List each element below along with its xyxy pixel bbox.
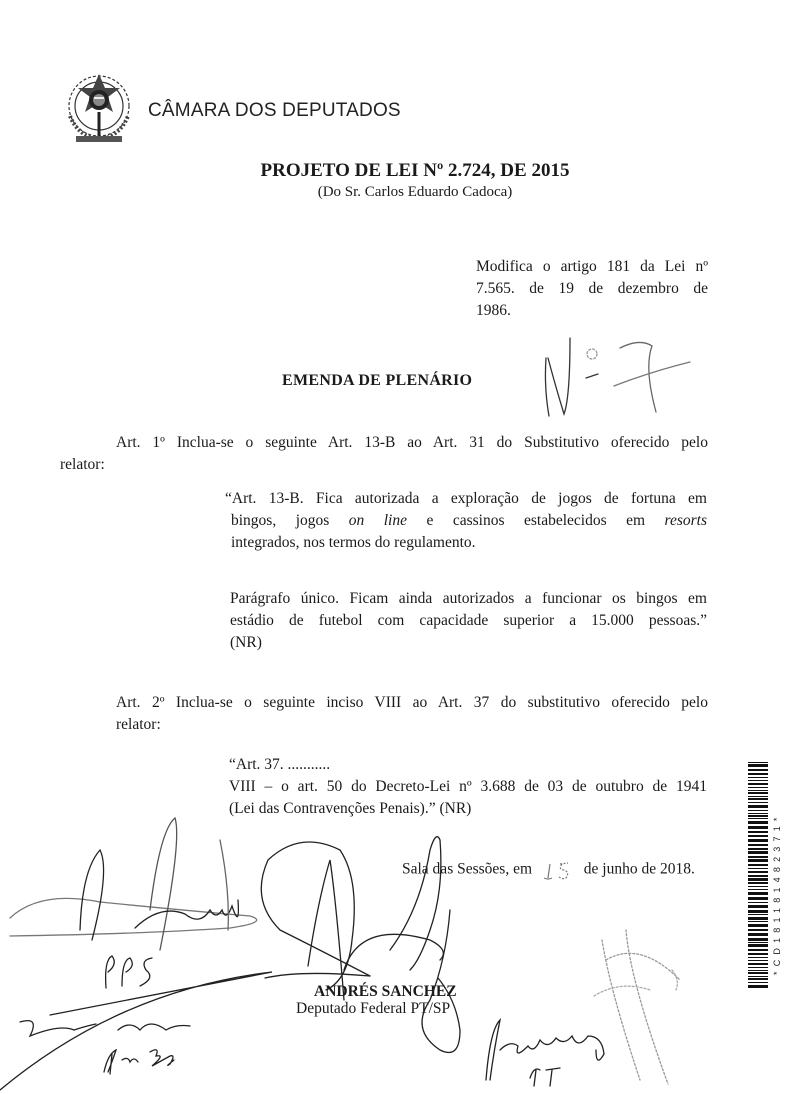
italic-term: on line — [348, 512, 407, 529]
barcode-bar — [748, 798, 768, 800]
article-1 — [60, 432, 708, 476]
quote-text: e cassinos estabelecidos em — [407, 512, 665, 529]
barcode-bar — [748, 957, 768, 958]
institution-name: CÂMARA DOS DEPUTADOS — [148, 100, 401, 121]
barcode-bar — [748, 902, 768, 903]
barcode-bars — [748, 760, 790, 990]
document-barcode — [748, 760, 790, 990]
handwritten-signatures — [0, 810, 740, 1094]
ementa — [476, 256, 708, 322]
barcode-bar — [748, 917, 768, 920]
barcode-bar — [748, 859, 768, 862]
quote-line: “Art. 13-B. Fica autorizada a exploração de jogos de fortuna em — [225, 490, 707, 507]
quote-line: VIII – o art. 50 do Decreto-Lei nº 3.688 de 03 de outubro de 1941 — [229, 778, 707, 795]
barcode-bar — [748, 783, 768, 785]
quote-line: integrados, nos termos do regulamento. — [231, 534, 476, 551]
bill-author-block — [0, 184, 800, 201]
paragraph-line: Parágrafo único. Ficam ainda autorizados a funcionar os bingos em — [230, 590, 707, 607]
signer-name: ANDRÉS SANCHEZ — [314, 983, 457, 1000]
barcode-bar — [748, 796, 768, 797]
article-2-line: Art. 2º Inclua-se o seguinte inciso VIII ao Art. 37 do substitutivo oferecido pelo — [116, 694, 708, 711]
session-place: Sala das Sessões, em — [402, 860, 533, 878]
barcode-bar — [748, 982, 768, 983]
barcode-bar — [748, 963, 768, 965]
barcode-bar — [748, 967, 768, 968]
barcode-bar — [748, 844, 768, 846]
barcode-bar — [748, 970, 768, 971]
barcode-bar — [748, 818, 768, 819]
barcode-bar — [748, 871, 768, 873]
article-2-line: relator: — [116, 716, 161, 733]
barcode-bar — [748, 848, 768, 850]
barcode-bar — [748, 929, 768, 931]
barcode-bar — [748, 773, 768, 775]
quote-line: (Lei das Contravenções Penais).” (NR) — [229, 800, 472, 817]
barcode-bar — [748, 905, 768, 908]
barcode-bar — [748, 972, 768, 974]
barcode-bar — [748, 949, 768, 951]
amendment-heading: EMENDA DE PLENÁRIO — [282, 372, 473, 389]
barcode-bar — [748, 810, 768, 811]
barcode-bar — [748, 787, 768, 788]
ementa-line: Modifica o artigo 181 da Lei nº — [476, 258, 708, 275]
quote-text: bingos, jogos — [231, 512, 349, 529]
barcode-bar — [748, 882, 768, 884]
paragraph-line: estádio de futebol com capacidade superior a 15.000 pessoas.” — [230, 612, 707, 629]
paragraph-line: (NR) — [230, 634, 262, 651]
barcode-bar — [748, 886, 768, 887]
barcode-text: *CD181181482371* — [772, 812, 782, 975]
barcode-bar — [748, 826, 768, 829]
barcode-bar — [748, 944, 768, 947]
barcode-bar — [748, 802, 768, 803]
quote-line: “Art. 37. ........... — [229, 756, 331, 773]
barcode-bar — [748, 864, 768, 866]
quote-line — [225, 510, 707, 532]
barcode-bar — [748, 780, 768, 781]
ementa-line: 7.565. de 19 de dezembro de — [476, 280, 708, 297]
barcode-bar — [748, 769, 768, 771]
barcode-bar — [748, 897, 768, 900]
handwritten-amendment-number — [540, 328, 700, 420]
barcode-bar — [748, 889, 768, 890]
article-1-line: relator: — [60, 456, 105, 473]
barcode-bar — [748, 914, 768, 915]
barcode-bar — [748, 815, 768, 817]
barcode-bar — [748, 831, 768, 833]
paragrafo-unico — [230, 588, 707, 654]
handwritten-day — [536, 860, 580, 880]
barcode-bar — [748, 924, 768, 927]
barcode-bar — [748, 978, 768, 980]
barcode-bar — [748, 856, 768, 858]
barcode-bar — [748, 764, 768, 767]
signer-role: Deputado Federal PT/SP — [296, 1000, 451, 1017]
barcode-bar — [748, 976, 768, 977]
italic-term: resorts — [664, 512, 708, 529]
barcode-bar — [748, 821, 768, 824]
barcode-bar — [748, 938, 768, 941]
bill-title: PROJETO DE LEI Nº 2.724, DE 2015 — [260, 160, 570, 181]
barcode-bar — [748, 892, 768, 895]
barcode-bar — [748, 777, 768, 778]
bill-author: (Do Sr. Carlos Eduardo Cadoca) — [317, 184, 513, 200]
barcode-bar — [748, 868, 768, 869]
article-2 — [116, 692, 708, 736]
bill-title-block — [0, 160, 800, 182]
barcode-bar — [748, 933, 768, 936]
quoted-article-37 — [229, 754, 707, 820]
brazil-coat-of-arms-icon — [58, 66, 140, 150]
barcode-bar — [748, 762, 768, 763]
barcode-bar — [748, 921, 768, 922]
barcode-bar — [748, 835, 768, 837]
barcode-bar — [748, 790, 768, 791]
barcode-bar — [748, 910, 768, 913]
barcode-bar — [748, 792, 768, 794]
barcode-bar — [748, 839, 768, 842]
session-date — [402, 860, 695, 880]
barcode-bar — [748, 953, 768, 955]
barcode-bar — [748, 985, 768, 988]
ementa-line: 1986. — [476, 302, 511, 319]
barcode-bar — [748, 960, 768, 961]
barcode-bar — [748, 805, 768, 808]
barcode-bar — [748, 942, 768, 943]
quoted-article-13b — [225, 488, 707, 554]
barcode-bar — [748, 813, 768, 814]
article-1-line: Art. 1º Inclua-se o seguinte Art. 13-B ao Art. 31 do Substitutivo oferecido pelo — [116, 434, 708, 451]
barcode-bar — [748, 875, 768, 877]
session-date-suffix: de junho de 2018. — [583, 860, 695, 878]
barcode-bar — [748, 878, 768, 881]
barcode-bar — [748, 851, 768, 854]
